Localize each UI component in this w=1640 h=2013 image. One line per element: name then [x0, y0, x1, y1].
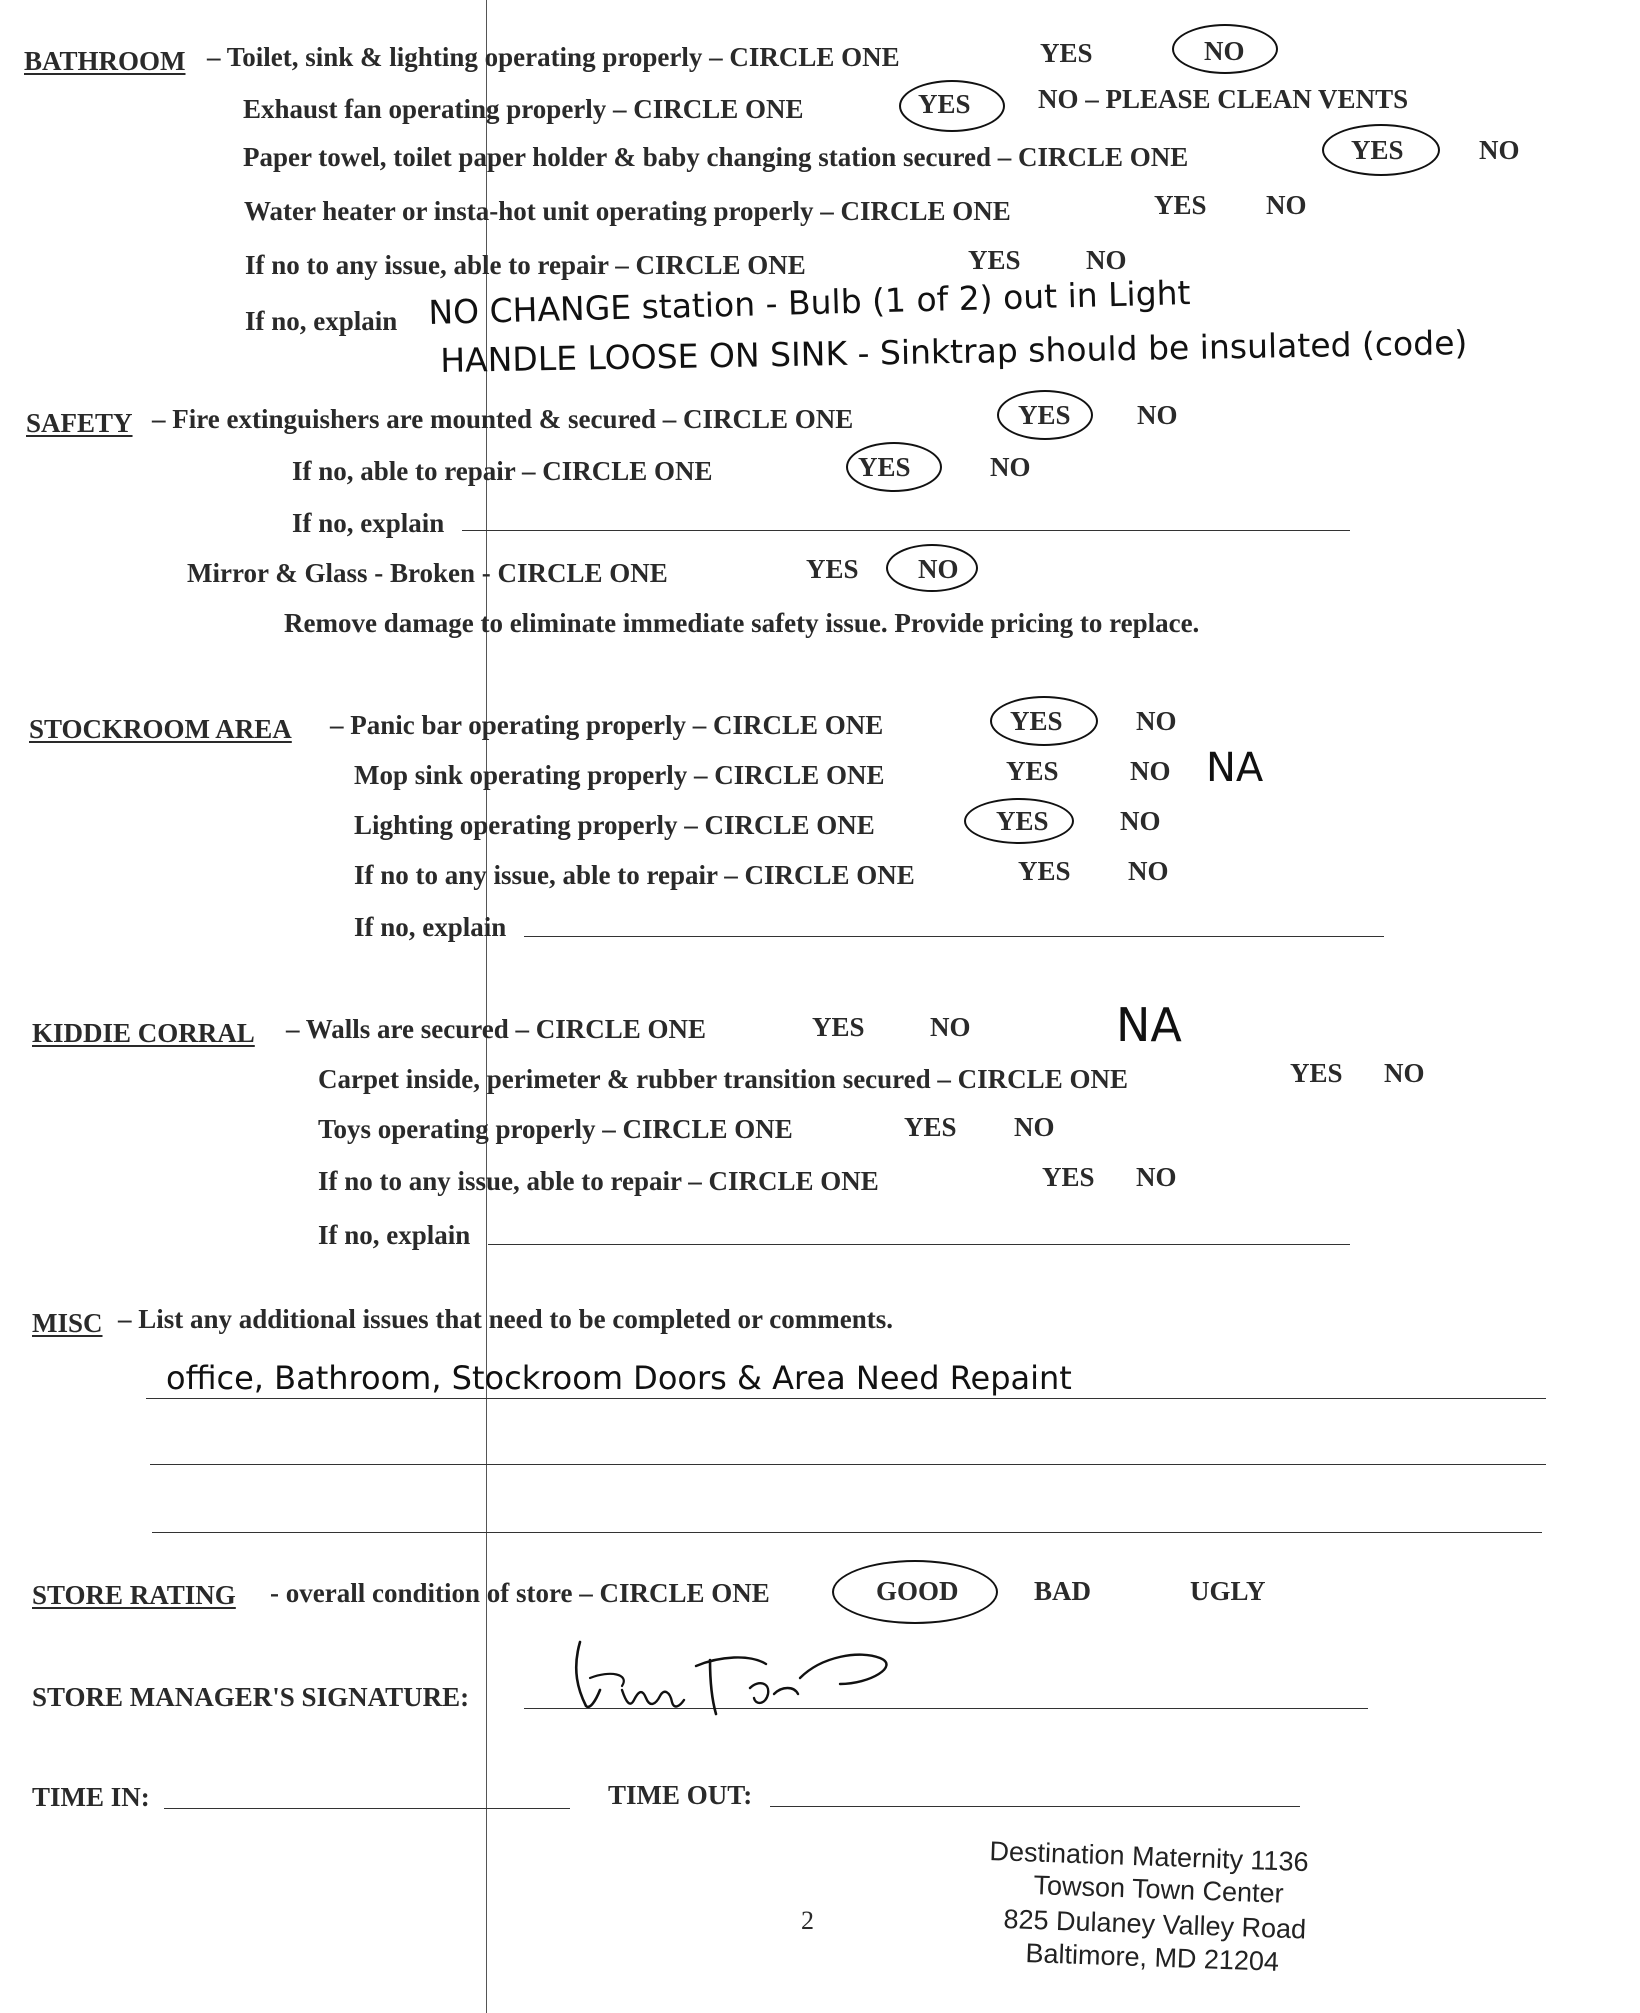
- stockroom-q4-label: If no to any issue, able to repair – CIRCLE ONE: [354, 860, 915, 890]
- stockroom-q2-label: Mop sink operating properly – CIRCLE ONE: [354, 760, 885, 790]
- kiddie-q4-label: If no to any issue, able to repair – CIRCLE ONE: [318, 1166, 879, 1196]
- rating-good-circle: [832, 1560, 998, 1624]
- stockroom-q4-no[interactable]: NO: [1128, 856, 1169, 886]
- kiddie-heading: KIDDIE CORRAL: [32, 1018, 255, 1048]
- bathroom-q3-yes[interactable]: YES: [1351, 135, 1404, 165]
- rating-prompt: - overall condition of store – CIRCLE ONE: [270, 1578, 770, 1608]
- kiddie-q4-yes[interactable]: YES: [1042, 1162, 1095, 1192]
- stockroom-q3-no[interactable]: NO: [1120, 806, 1161, 836]
- kiddie-q3-no[interactable]: NO: [1014, 1112, 1055, 1142]
- misc-line-2[interactable]: [150, 1464, 1546, 1465]
- kiddie-q2-label: Carpet inside, perimeter & rubber transition secured – CIRCLE ONE: [318, 1064, 1128, 1094]
- kiddie-explain-line[interactable]: [488, 1244, 1350, 1245]
- bathroom-q5-yes[interactable]: YES: [968, 245, 1021, 275]
- bathroom-q3-circle: [1322, 124, 1440, 176]
- kiddie-q3-label: Toys operating properly – CIRCLE ONE: [318, 1114, 793, 1144]
- bathroom-q4-yes[interactable]: YES: [1154, 190, 1207, 220]
- page-number: 2: [801, 1906, 814, 1935]
- kiddie-q1-label: – Walls are secured – CIRCLE ONE: [286, 1014, 707, 1044]
- safety-q1-label: – Fire extinguishers are mounted & secured – CIRCLE ONE: [152, 404, 854, 434]
- misc-heading: MISC: [32, 1308, 103, 1338]
- misc-handwriting: office, Bathroom, Stockroom Doors & Area Need Repaint: [166, 1359, 1072, 1397]
- kiddie-q1-handwriting: NA: [1116, 998, 1182, 1052]
- safety-q3-yes[interactable]: YES: [806, 554, 859, 584]
- safety-q3-circle: [886, 544, 978, 592]
- time-in-line[interactable]: [164, 1808, 570, 1809]
- safety-explain-line[interactable]: [462, 530, 1350, 531]
- bathroom-q1-circle: [1172, 24, 1278, 74]
- stockroom-q1-label: – Panic bar operating properly – CIRCLE ONE: [330, 710, 884, 740]
- safety-explain-label: If no, explain: [292, 508, 445, 538]
- kiddie-q3-yes[interactable]: YES: [904, 1112, 957, 1142]
- kiddie-q1-no[interactable]: NO: [930, 1012, 971, 1042]
- store-stamp-line-4: Baltimore, MD 21204: [1025, 1938, 1280, 1977]
- stockroom-explain-label: If no, explain: [354, 912, 507, 942]
- bathroom-q3-label: Paper towel, toilet paper holder & baby changing station secured – CIRCLE ONE: [243, 142, 1189, 172]
- safety-q2-no[interactable]: NO: [990, 452, 1031, 482]
- bathroom-q1-no[interactable]: NO: [1204, 36, 1245, 66]
- kiddie-q2-yes[interactable]: YES: [1290, 1058, 1343, 1088]
- stockroom-q2-handwriting: NA: [1206, 745, 1264, 791]
- kiddie-q4-no[interactable]: NO: [1136, 1162, 1177, 1192]
- bathroom-q1-yes[interactable]: YES: [1040, 38, 1093, 68]
- rating-heading: STORE RATING: [32, 1580, 236, 1610]
- safety-heading: SAFETY: [26, 408, 133, 438]
- rating-ugly[interactable]: UGLY: [1190, 1576, 1266, 1606]
- safety-q1-no[interactable]: NO: [1137, 400, 1178, 430]
- bathroom-q5-no[interactable]: NO: [1086, 245, 1127, 275]
- signature-label: STORE MANAGER'S SIGNATURE:: [32, 1682, 470, 1712]
- stockroom-q4-yes[interactable]: YES: [1018, 856, 1071, 886]
- kiddie-q2-no[interactable]: NO: [1384, 1058, 1425, 1088]
- stockroom-q3-circle: [964, 798, 1074, 844]
- stockroom-q1-no[interactable]: NO: [1136, 706, 1177, 736]
- rating-good[interactable]: GOOD: [876, 1576, 959, 1606]
- bathroom-q4-no[interactable]: NO: [1266, 190, 1307, 220]
- safety-note: Remove damage to eliminate immediate safety issue. Provide pricing to replace.: [284, 608, 1200, 638]
- kiddie-q1-yes[interactable]: YES: [812, 1012, 865, 1042]
- time-out-label: TIME OUT:: [608, 1780, 753, 1810]
- safety-q3-no[interactable]: NO: [918, 554, 959, 584]
- bathroom-explain-handwriting-2: HANDLE LOOSE ON SINK - Sinktrap should be insulated (code): [439, 323, 1468, 380]
- store-stamp-line-3: 825 Dulaney Valley Road: [1003, 1904, 1307, 1945]
- misc-prompt: – List any additional issues that need to be completed or comments.: [118, 1304, 894, 1334]
- stockroom-q2-yes[interactable]: YES: [1006, 756, 1059, 786]
- misc-line-3[interactable]: [152, 1532, 1542, 1533]
- safety-q3-label: Mirror & Glass - Broken - CIRCLE ONE: [187, 558, 668, 588]
- stockroom-explain-line[interactable]: [524, 936, 1384, 937]
- bathroom-q5-label: If no to any issue, able to repair – CIRCLE ONE: [245, 250, 806, 280]
- stockroom-q1-yes[interactable]: YES: [1010, 706, 1063, 736]
- bathroom-q1-label: – Toilet, sink & lighting operating properly – CIRCLE ONE: [207, 42, 900, 72]
- bathroom-q2-label: Exhaust fan operating properly – CIRCLE ONE: [243, 94, 804, 124]
- store-stamp-line-1: Destination Maternity 1136: [989, 1836, 1310, 1878]
- misc-line-1[interactable]: [146, 1398, 1546, 1399]
- store-stamp-line-2: Towson Town Center: [1033, 1870, 1285, 1909]
- safety-q2-yes[interactable]: YES: [858, 452, 911, 482]
- bathroom-heading: BATHROOM: [24, 46, 186, 76]
- kiddie-explain-label: If no, explain: [318, 1220, 471, 1250]
- safety-q2-label: If no, able to repair – CIRCLE ONE: [292, 456, 713, 486]
- stockroom-q1-circle: [990, 696, 1098, 746]
- safety-q2-circle: [846, 442, 942, 492]
- bathroom-q3-no[interactable]: NO: [1479, 135, 1520, 165]
- time-out-line[interactable]: [770, 1806, 1300, 1807]
- bathroom-q4-label: Water heater or insta-hot unit operating properly – CIRCLE ONE: [244, 196, 1011, 226]
- time-in-label: TIME IN:: [32, 1782, 150, 1812]
- bathroom-explain-label: If no, explain: [245, 306, 398, 336]
- safety-q1-yes[interactable]: YES: [1018, 400, 1071, 430]
- stockroom-q2-no[interactable]: NO: [1130, 756, 1171, 786]
- rating-bad[interactable]: BAD: [1034, 1576, 1092, 1606]
- bathroom-explain-handwriting-1: NO CHANGE station - Bulb (1 of 2) out in Light: [427, 273, 1191, 332]
- bathroom-q2-yes[interactable]: YES: [918, 89, 971, 119]
- stockroom-q3-label: Lighting operating properly – CIRCLE ONE: [354, 810, 875, 840]
- safety-q1-circle: [997, 390, 1093, 440]
- manager-signature: [560, 1630, 1000, 1730]
- stockroom-q3-yes[interactable]: YES: [996, 806, 1049, 836]
- bathroom-q2-circle: [899, 80, 1005, 132]
- bathroom-q2-no[interactable]: NO – PLEASE CLEAN VENTS: [1038, 84, 1409, 114]
- stockroom-heading: STOCKROOM AREA: [29, 714, 292, 744]
